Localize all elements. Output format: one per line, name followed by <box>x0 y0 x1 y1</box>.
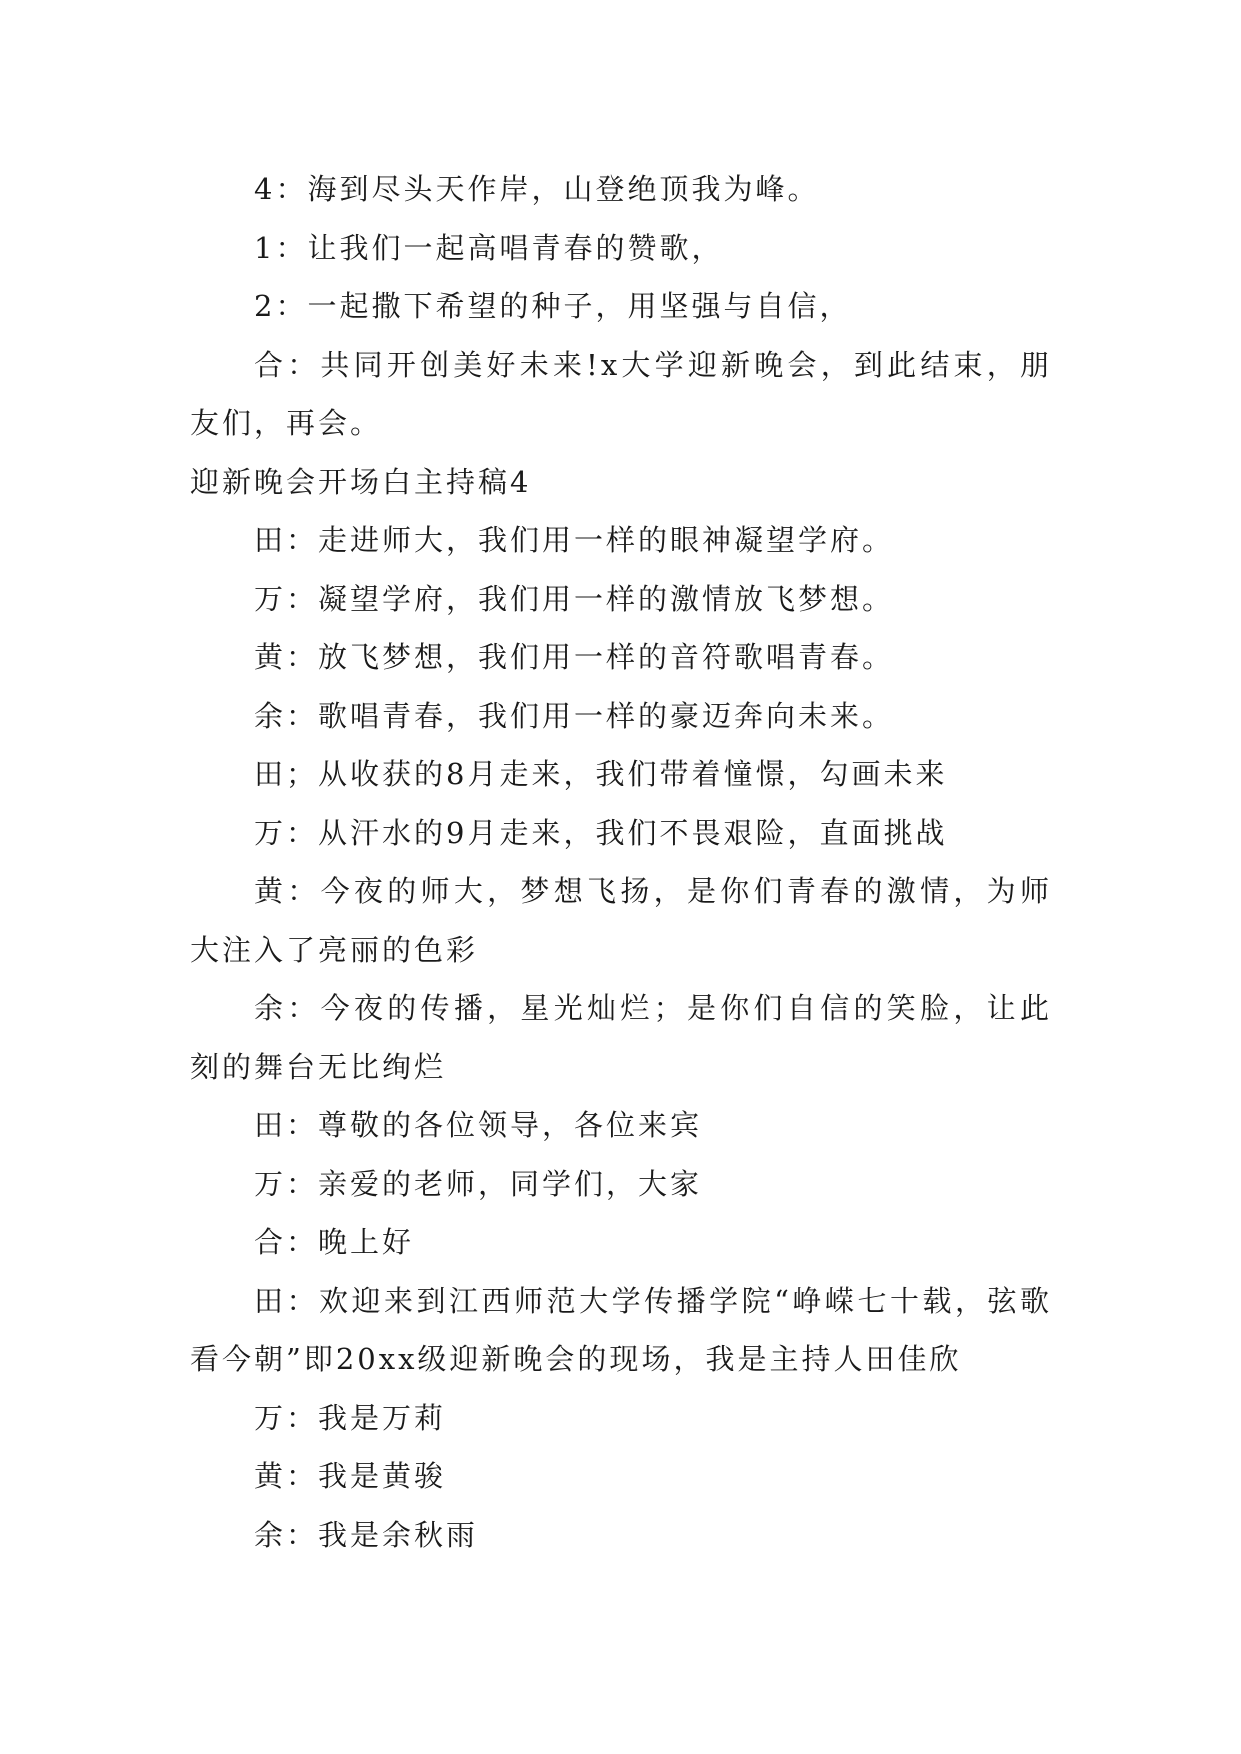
script-line: 合：共同开创美好未来!x大学迎新晚会，到此结束，朋友们，再会。 <box>190 347 1052 440</box>
script-line: 黄：今夜的师大，梦想飞扬，是你们青春的激情，为师大注入了亮丽的色彩 <box>190 874 1052 967</box>
script-line: 1：让我们一起高唱青春的赞歌， <box>254 230 724 265</box>
script-line: 余：歌唱青春，我们用一样的豪迈奔向未来。 <box>254 698 895 733</box>
script-line: 黄：放飞梦想，我们用一样的音符歌唱青春。 <box>254 640 895 674</box>
script-line: 万：亲爱的老师，同学们，大家 <box>254 1166 703 1201</box>
script-line: 万：从汗水的9月走来，我们不畏艰险，直面挑战 <box>254 815 948 850</box>
script-line: 田：走进师大，我们用一样的眼神凝望学府。 <box>254 523 895 557</box>
script-line: 田；从收获的8月走来，我们带着憧憬，勾画未来 <box>254 757 948 791</box>
script-line: 4：海到尽头天作岸，山登绝顶我为峰。 <box>254 172 820 206</box>
script-line: 合：晚上好 <box>254 1225 415 1259</box>
document-body <box>190 160 1052 1564</box>
script-line: 余：今夜的传播，星光灿烂；是你们自信的笑脸，让此刻的舞台无比绚烂 <box>190 991 1052 1084</box>
script-line: 2：一起撒下希望的种子，用坚强与自信， <box>254 289 852 323</box>
script-line: 黄：我是黄骏 <box>254 1459 447 1493</box>
script-line: 田：欢迎来到江西师范大学传播学院“峥嵘七十载，弦歌看今朝”即20xx级迎新晚会的现场，我是主持人田佳欣 <box>190 1283 1052 1376</box>
script-line: 余：我是余秋雨 <box>254 1517 479 1552</box>
script-line: 田：尊敬的各位领导，各位来宾 <box>254 1108 703 1142</box>
section-heading: 迎新晚会开场白主持稿4 <box>190 464 532 499</box>
script-line: 万：我是万莉 <box>254 1400 447 1435</box>
script-line: 万：凝望学府，我们用一样的激情放飞梦想。 <box>254 581 895 616</box>
